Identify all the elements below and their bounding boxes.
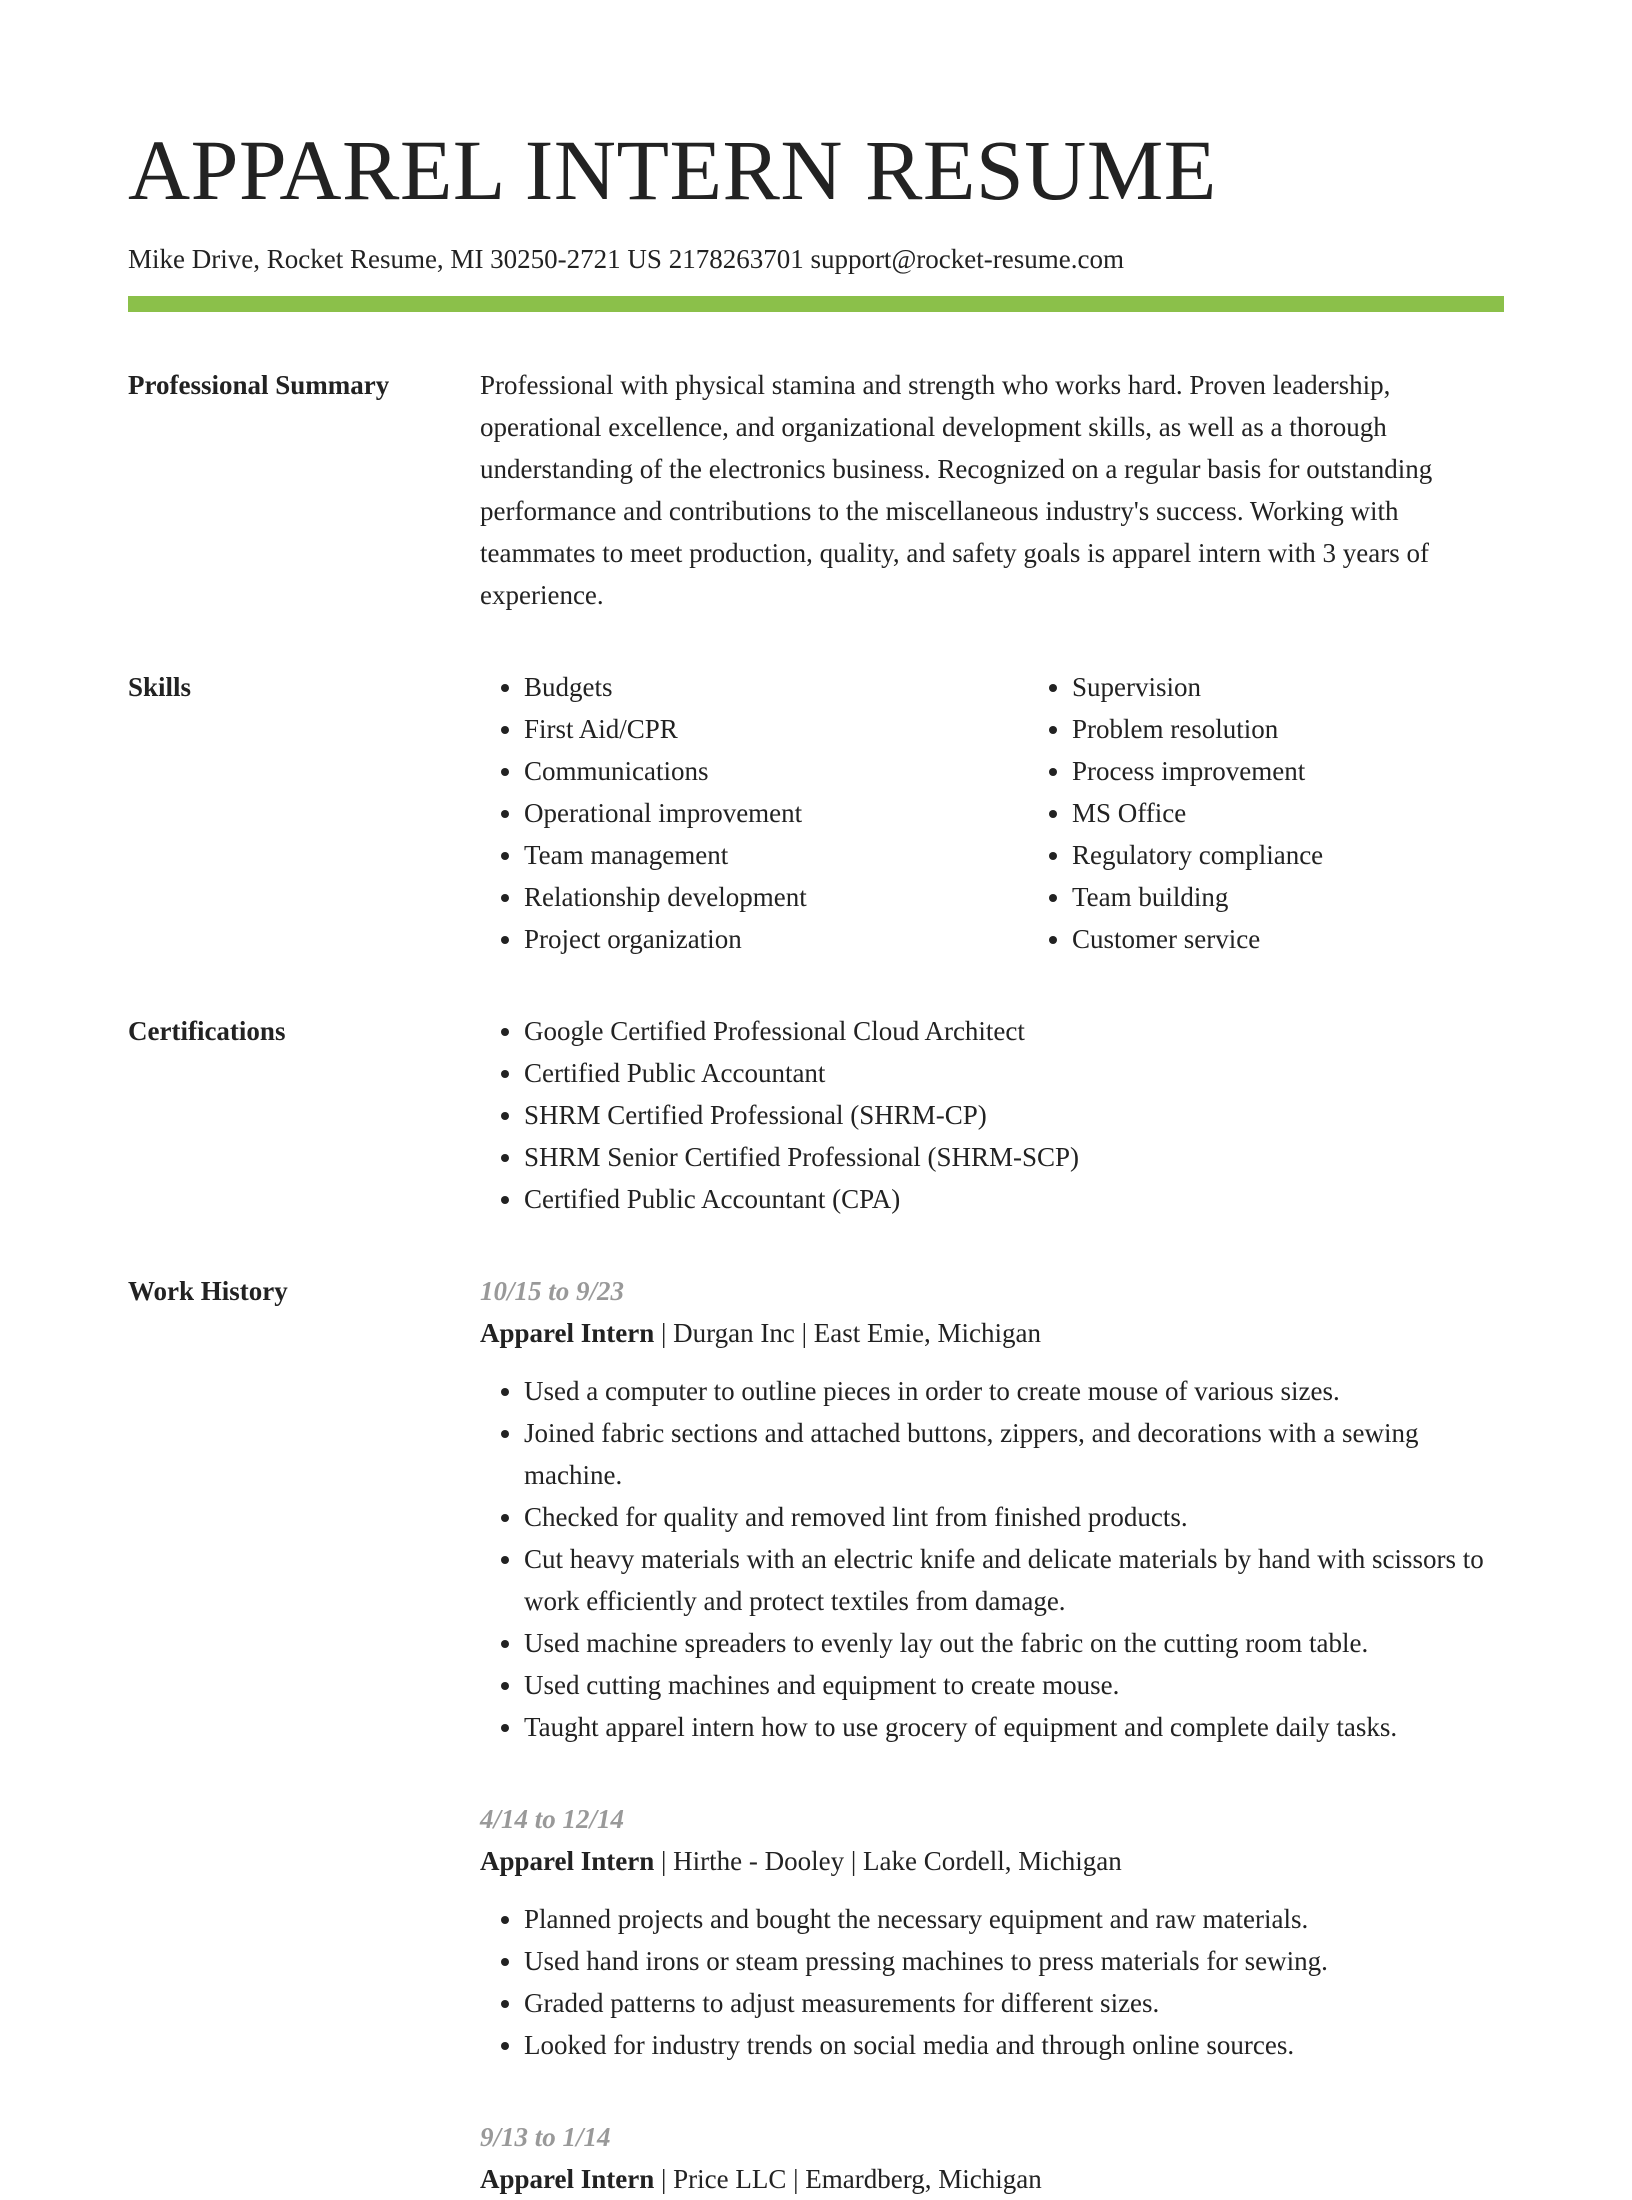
summary-content — [480, 364, 1504, 616]
skill-item: • MS Office — [1072, 792, 1576, 834]
job-bullet: • Cut heavy materials with an electric knife and delicate materials by hand with scissors to work efficiently and protect textiles from damage. — [524, 1538, 1504, 1622]
job-entry — [480, 2116, 1504, 2200]
skill-item: • Project organization — [524, 918, 1028, 960]
skill-item: • Problem resolution — [1072, 708, 1576, 750]
job-bullets — [480, 1898, 1504, 2066]
job-bullet: • Taught apparel intern how to use grocery of equipment and complete daily tasks. — [524, 1706, 1504, 1748]
work-history-label: Work History — [128, 1276, 288, 1306]
certifications-section — [128, 1010, 1504, 1220]
skills-section — [128, 666, 1504, 960]
skill-item: • Budgets — [524, 666, 1028, 708]
job-bullet: • Checked for quality and removed lint from finished products. — [524, 1496, 1504, 1538]
job-bullet: • Used machine spreaders to evenly lay out the fabric on the cutting room table. — [524, 1622, 1504, 1664]
skills-content — [480, 666, 1576, 960]
job-bullet: • Used a computer to outline pieces in order to create mouse of various sizes. — [524, 1370, 1504, 1412]
certification-item: • SHRM Certified Professional (SHRM-CP) — [524, 1094, 1504, 1136]
skill-item: • Team building — [1072, 876, 1576, 918]
certification-item: • Google Certified Professional Cloud Architect — [524, 1010, 1504, 1052]
work-history-content — [480, 1270, 1504, 2200]
job-bullets — [480, 1370, 1504, 1748]
skill-item: • Operational improvement — [524, 792, 1028, 834]
resume-title: APPAREL INTERN RESUME — [128, 122, 1217, 218]
certifications-label: Certifications — [128, 1016, 286, 1046]
skill-item: • Regulatory compliance — [1072, 834, 1576, 876]
skills-list-left — [480, 666, 1028, 960]
job-bullet: • Used hand irons or steam pressing machines to press materials for sewing. — [524, 1940, 1504, 1982]
job-bullet: • Used cutting machines and equipment to create mouse. — [524, 1664, 1504, 1706]
skill-item: • Customer service — [1072, 918, 1576, 960]
job-dates: 9/13 to 1/14 — [480, 2122, 611, 2152]
job-dates: 4/14 to 12/14 — [480, 1804, 625, 1834]
certification-item: • SHRM Senior Certified Professional (SHRM-SCP) — [524, 1136, 1504, 1178]
certification-item: • Certified Public Accountant — [524, 1052, 1504, 1094]
certifications-content — [480, 1010, 1504, 1220]
job-title-line — [480, 1312, 1504, 1354]
contact-email: support@rocket-resume.com — [810, 244, 1124, 274]
certifications-list — [480, 1010, 1504, 1220]
job-details: | Durgan Inc | East Emie, Michigan — [654, 1318, 1041, 1348]
contact-address: Mike Drive, Rocket Resume, MI 30250-2721 US — [128, 244, 662, 274]
skill-item: • Supervision — [1072, 666, 1576, 708]
skills-label: Skills — [128, 672, 192, 702]
summary-text: Professional with physical stamina and strength who works hard. Proven leadership, operational excellence, and organizational development skills, as well as a thorough understanding of the electronics business. Recognized on a regular basis for outstanding performance and contributions to the miscellaneous industry's success. Working with teammates to meet production, quality, and safety goals is apparel intern with 3 years of experience. — [480, 370, 1433, 610]
job-role: Apparel Intern — [480, 1846, 655, 1876]
work-history-section — [128, 1270, 1504, 2200]
job-details: | Price LLC | Emardberg, Michigan — [654, 2164, 1042, 2194]
job-bullet: • Planned projects and bought the necessary equipment and raw materials. — [524, 1898, 1504, 1940]
job-bullet: • Looked for industry trends on social media and through online sources. — [524, 2024, 1504, 2066]
skill-item: • Process improvement — [1072, 750, 1576, 792]
skill-item: • Relationship development — [524, 876, 1028, 918]
header-divider — [128, 296, 1504, 312]
job-bullet: • Graded patterns to adjust measurements for different sizes. — [524, 1982, 1504, 2024]
contact-phone: 2178263701 — [668, 244, 804, 274]
job-details: | Hirthe - Dooley | Lake Cordell, Michigan — [654, 1846, 1122, 1876]
job-entry — [480, 1798, 1504, 2066]
job-title-line — [480, 2158, 1504, 2200]
summary-label: Professional Summary — [128, 370, 390, 400]
skills-list-right — [1028, 666, 1576, 960]
contact-line — [128, 242, 1504, 276]
summary-section — [128, 364, 1504, 616]
job-bullet: • Joined fabric sections and attached buttons, zippers, and decorations with a sewing machine. — [524, 1412, 1504, 1496]
job-entry — [480, 1270, 1504, 1748]
job-dates: 10/15 to 9/23 — [480, 1276, 625, 1306]
job-role: Apparel Intern — [480, 1318, 655, 1348]
skill-item: • Team management — [524, 834, 1028, 876]
skill-item: • First Aid/CPR — [524, 708, 1028, 750]
job-role: Apparel Intern — [480, 2164, 655, 2194]
skill-item: • Communications — [524, 750, 1028, 792]
certification-item: • Certified Public Accountant (CPA) — [524, 1178, 1504, 1220]
job-title-line — [480, 1840, 1504, 1882]
resume-page — [128, 0, 1504, 2200]
